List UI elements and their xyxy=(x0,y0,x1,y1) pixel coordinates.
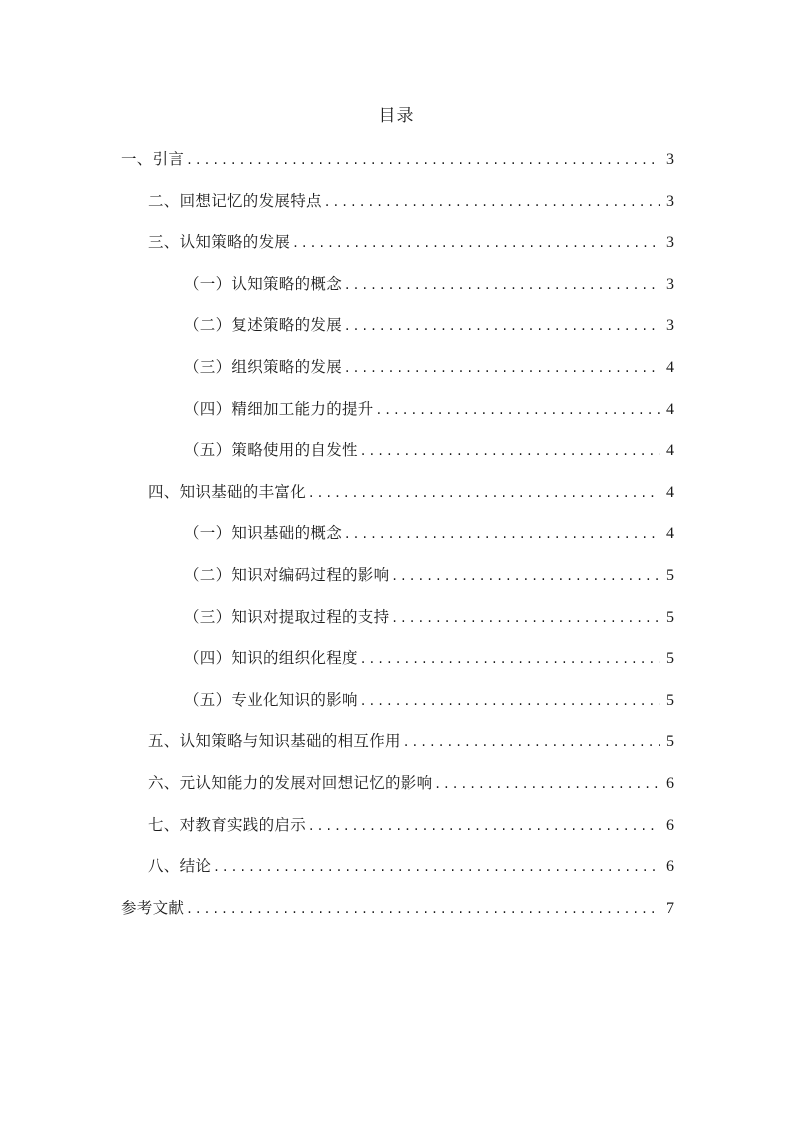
toc-page-number: 5 xyxy=(666,733,674,750)
dot-leader xyxy=(309,814,660,838)
toc-entry-label: （一）认知策略的概念 xyxy=(184,275,343,293)
toc-page-number: 5 xyxy=(666,609,674,626)
toc-entry-label: 八、结论 xyxy=(148,857,212,875)
toc-page-number: 4 xyxy=(666,525,674,542)
dot-leader xyxy=(345,522,660,546)
toc-entry[interactable] xyxy=(121,147,674,171)
toc-entry[interactable] xyxy=(148,771,674,795)
toc-page-number: 4 xyxy=(666,484,674,501)
dot-leader xyxy=(377,398,660,422)
toc-entry-label: （二）复述策略的发展 xyxy=(184,316,343,334)
toc-entry-label: （三）知识对提取过程的支持 xyxy=(184,608,390,626)
toc-page-number: 4 xyxy=(666,401,674,418)
toc-page-number: 3 xyxy=(666,317,674,334)
toc-entry[interactable] xyxy=(184,313,674,337)
dot-leader xyxy=(361,439,660,463)
toc-title: 目录 xyxy=(378,106,415,126)
toc-entry[interactable] xyxy=(148,729,674,753)
toc-entry-label: 四、知识基础的丰富化 xyxy=(148,483,307,501)
toc-page-number: 5 xyxy=(666,567,674,584)
dot-leader xyxy=(392,564,660,588)
toc-entry[interactable] xyxy=(184,688,674,712)
toc-entry-label: （四）精细加工能力的提升 xyxy=(184,400,374,418)
toc-page-number: 4 xyxy=(666,359,674,376)
toc-page-number: 6 xyxy=(666,775,674,792)
toc-entry[interactable] xyxy=(184,355,674,379)
toc-entry[interactable] xyxy=(184,397,674,421)
toc-page-number: 7 xyxy=(666,900,674,917)
toc-entry-label: 二、回想记忆的发展特点 xyxy=(148,192,322,210)
dot-leader xyxy=(325,190,660,214)
toc-entry-label: 一、引言 xyxy=(121,150,185,168)
toc-page-number: 5 xyxy=(666,650,674,667)
toc-entry-label: 七、对教育实践的启示 xyxy=(148,816,307,834)
dot-leader xyxy=(361,647,660,671)
toc-entry[interactable] xyxy=(148,189,674,213)
toc-entry[interactable] xyxy=(184,438,674,462)
dot-leader xyxy=(345,273,660,297)
dot-leader xyxy=(392,606,660,630)
dot-leader xyxy=(345,314,660,338)
dot-leader xyxy=(345,356,660,380)
toc-entry-label: 三、认知策略的发展 xyxy=(148,233,291,251)
toc-entry-label: （五）策略使用的自发性 xyxy=(184,441,358,459)
toc-page-number: 4 xyxy=(666,442,674,459)
toc-entry-label: （四）知识的组织化程度 xyxy=(184,649,358,667)
dot-leader xyxy=(187,897,660,921)
toc-page-number: 3 xyxy=(666,151,674,168)
toc-entry[interactable] xyxy=(184,272,674,296)
toc-entry[interactable] xyxy=(184,646,674,670)
dot-leader xyxy=(435,772,660,796)
toc-entry-label: （一）知识基础的概念 xyxy=(184,524,343,542)
toc-entry-label: 参考文献 xyxy=(121,899,185,917)
toc-page-number: 5 xyxy=(666,692,674,709)
toc-entry-label: （三）组织策略的发展 xyxy=(184,358,343,376)
toc-page-number: 6 xyxy=(666,858,674,875)
toc-entry[interactable] xyxy=(148,230,674,254)
dot-leader xyxy=(214,855,660,879)
toc-page-number: 6 xyxy=(666,817,674,834)
toc-entry[interactable] xyxy=(184,563,674,587)
toc-entry[interactable] xyxy=(148,480,674,504)
dot-leader xyxy=(187,148,660,172)
dot-leader xyxy=(293,231,660,255)
dot-leader xyxy=(404,730,660,754)
toc-entry[interactable] xyxy=(148,813,674,837)
toc-entry-label: 六、元认知能力的发展对回想记忆的影响 xyxy=(148,774,433,792)
toc-entry[interactable] xyxy=(184,521,674,545)
toc-page-number: 3 xyxy=(666,193,674,210)
toc-page-number: 3 xyxy=(666,276,674,293)
dot-leader xyxy=(309,481,660,505)
toc-entry[interactable] xyxy=(184,605,674,629)
toc-entry-label: （五）专业化知识的影响 xyxy=(184,691,358,709)
toc-entry-label: （二）知识对编码过程的影响 xyxy=(184,566,390,584)
toc-entry[interactable] xyxy=(148,854,674,878)
dot-leader xyxy=(361,689,660,713)
toc-entry[interactable] xyxy=(121,896,674,920)
toc-page-number: 3 xyxy=(666,234,674,251)
toc-entry-label: 五、认知策略与知识基础的相互作用 xyxy=(148,732,401,750)
